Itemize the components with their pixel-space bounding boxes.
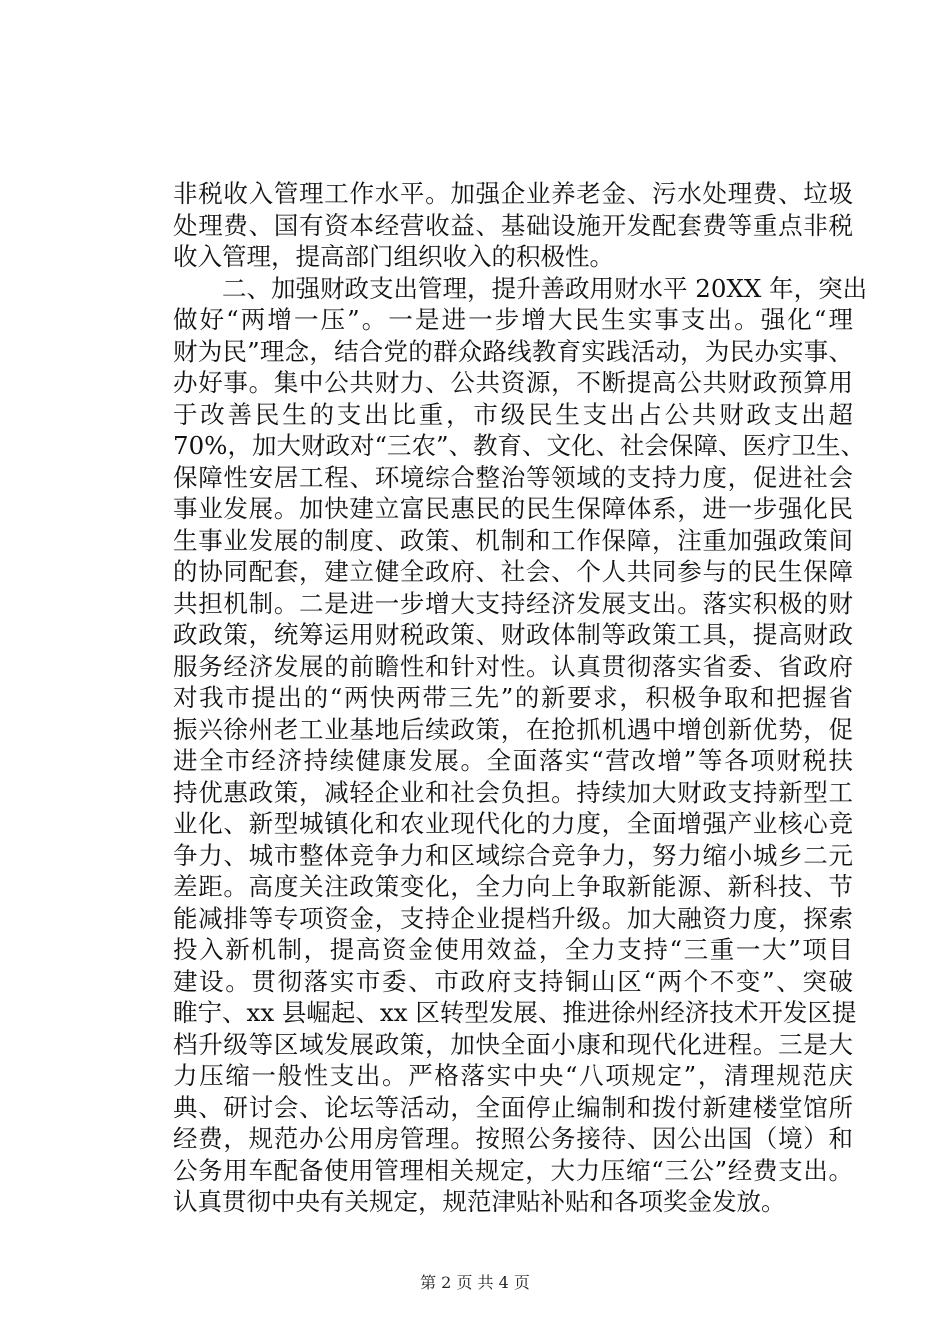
text-line: 事业发展。加快建立富民惠民的民生保障体系，进一步强化民 <box>173 494 853 523</box>
text-line: 做好“两增一压”。一是进一步增大民生实事支出。强化“理 <box>173 305 853 334</box>
text-line: 政政策，统筹运用财税政策、财政体制等政策工具，提高财政 <box>173 620 853 649</box>
text-line: 差距。高度关注政策变化，全力向上争取新能源、新科技、节 <box>173 872 853 901</box>
text-line: 公务用车配备使用管理相关规定，大力压缩“三公”经费支出。 <box>173 1155 853 1185</box>
text-line: 振兴徐州老工业基地后续政策，在抢抓机遇中增创新优势，促 <box>173 714 853 744</box>
text-line: 睢宁、xx 县崛起、xx 区转型发展、推进徐州经济技术开发区提 <box>173 998 857 1027</box>
text-line: 对我市提出的“两快两带三先”的新要求，积极争取和把握省 <box>173 683 853 712</box>
text-line: 建设。贯彻落实市委、市政府支持铜山区“两个不变”、突破 <box>173 966 853 996</box>
text-line: 处理费、国有资本经营收益、基础设施开发配套费等重点非税 <box>173 210 853 240</box>
page-number-footer: 第 2 页 共 4 页 <box>420 1273 530 1292</box>
text-line: 于改善民生的支出比重，市级民生支出占公共财政支出超 <box>173 399 853 429</box>
text-line: 财为民”理念，结合党的群众路线教育实践活动，为民办实事、 <box>173 336 853 366</box>
text-line: 进全市经济持续健康发展。全面落实“营改增”等各项财税扶 <box>173 746 853 775</box>
text-line: 办好事。集中公共财力、公共资源，不断提高公共财政预算用 <box>173 368 853 397</box>
text-line: 的协同配套，建立健全政府、社会、个人共同参与的民生保障 <box>173 557 853 586</box>
text-line: 持优惠政策，减轻企业和社会负担。持续加大财政支持新型工 <box>173 777 853 807</box>
text-line: 争力、城市整体竞争力和区域综合竞争力，努力缩小城乡二元 <box>173 840 853 870</box>
text-line: 二、加强财政支出管理，提升善政用财水平 20XX 年，突出 <box>173 273 868 303</box>
text-line: 能减排等专项资金，支持企业提档升级。加大融资力度，探索 <box>173 903 853 933</box>
text-line: 业化、新型城镇化和农业现代化的力度，全面增强产业核心竞 <box>173 809 853 838</box>
text-line: 档升级等区域发展政策，加快全面小康和现代化进程。三是大 <box>173 1029 853 1059</box>
text-line: 典、研讨会、论坛等活动，全面停止编制和拨付新建楼堂馆所 <box>173 1092 853 1122</box>
text-line: 认真贯彻中央有关规定，规范津贴补贴和各项奖金发放。 <box>173 1187 786 1216</box>
text-line: 力压缩一般性支出。严格落实中央“八项规定”，清理规范庆 <box>173 1061 853 1090</box>
text-line: 服务经济发展的前瞻性和针对性。认真贯彻落实省委、省政府 <box>173 651 853 681</box>
text-line: 经费，规范办公用房管理。按照公务接待、因公出国（境）和 <box>173 1124 853 1153</box>
text-line: 保障性安居工程、环境综合整治等领域的支持力度，促进社会 <box>173 462 853 492</box>
text-line: 生事业发展的制度、政策、机制和工作保障，注重加强政策间 <box>173 525 853 555</box>
text-line: 70%，加大财政对“三农”、教育、文化、社会保障、医疗卫生、 <box>173 431 866 460</box>
text-line: 投入新机制，提高资金使用效益，全力支持“三重一大”项目 <box>173 935 853 964</box>
document-body <box>173 178 868 1218</box>
text-line: 非税收入管理工作水平。加强企业养老金、污水处理费、垃圾 <box>173 179 853 208</box>
text-line: 共担机制。二是进一步增大支持经济发展支出。落实积极的财 <box>173 588 853 618</box>
text-line: 收入管理，提高部门组织收入的积极性。 <box>173 242 614 271</box>
